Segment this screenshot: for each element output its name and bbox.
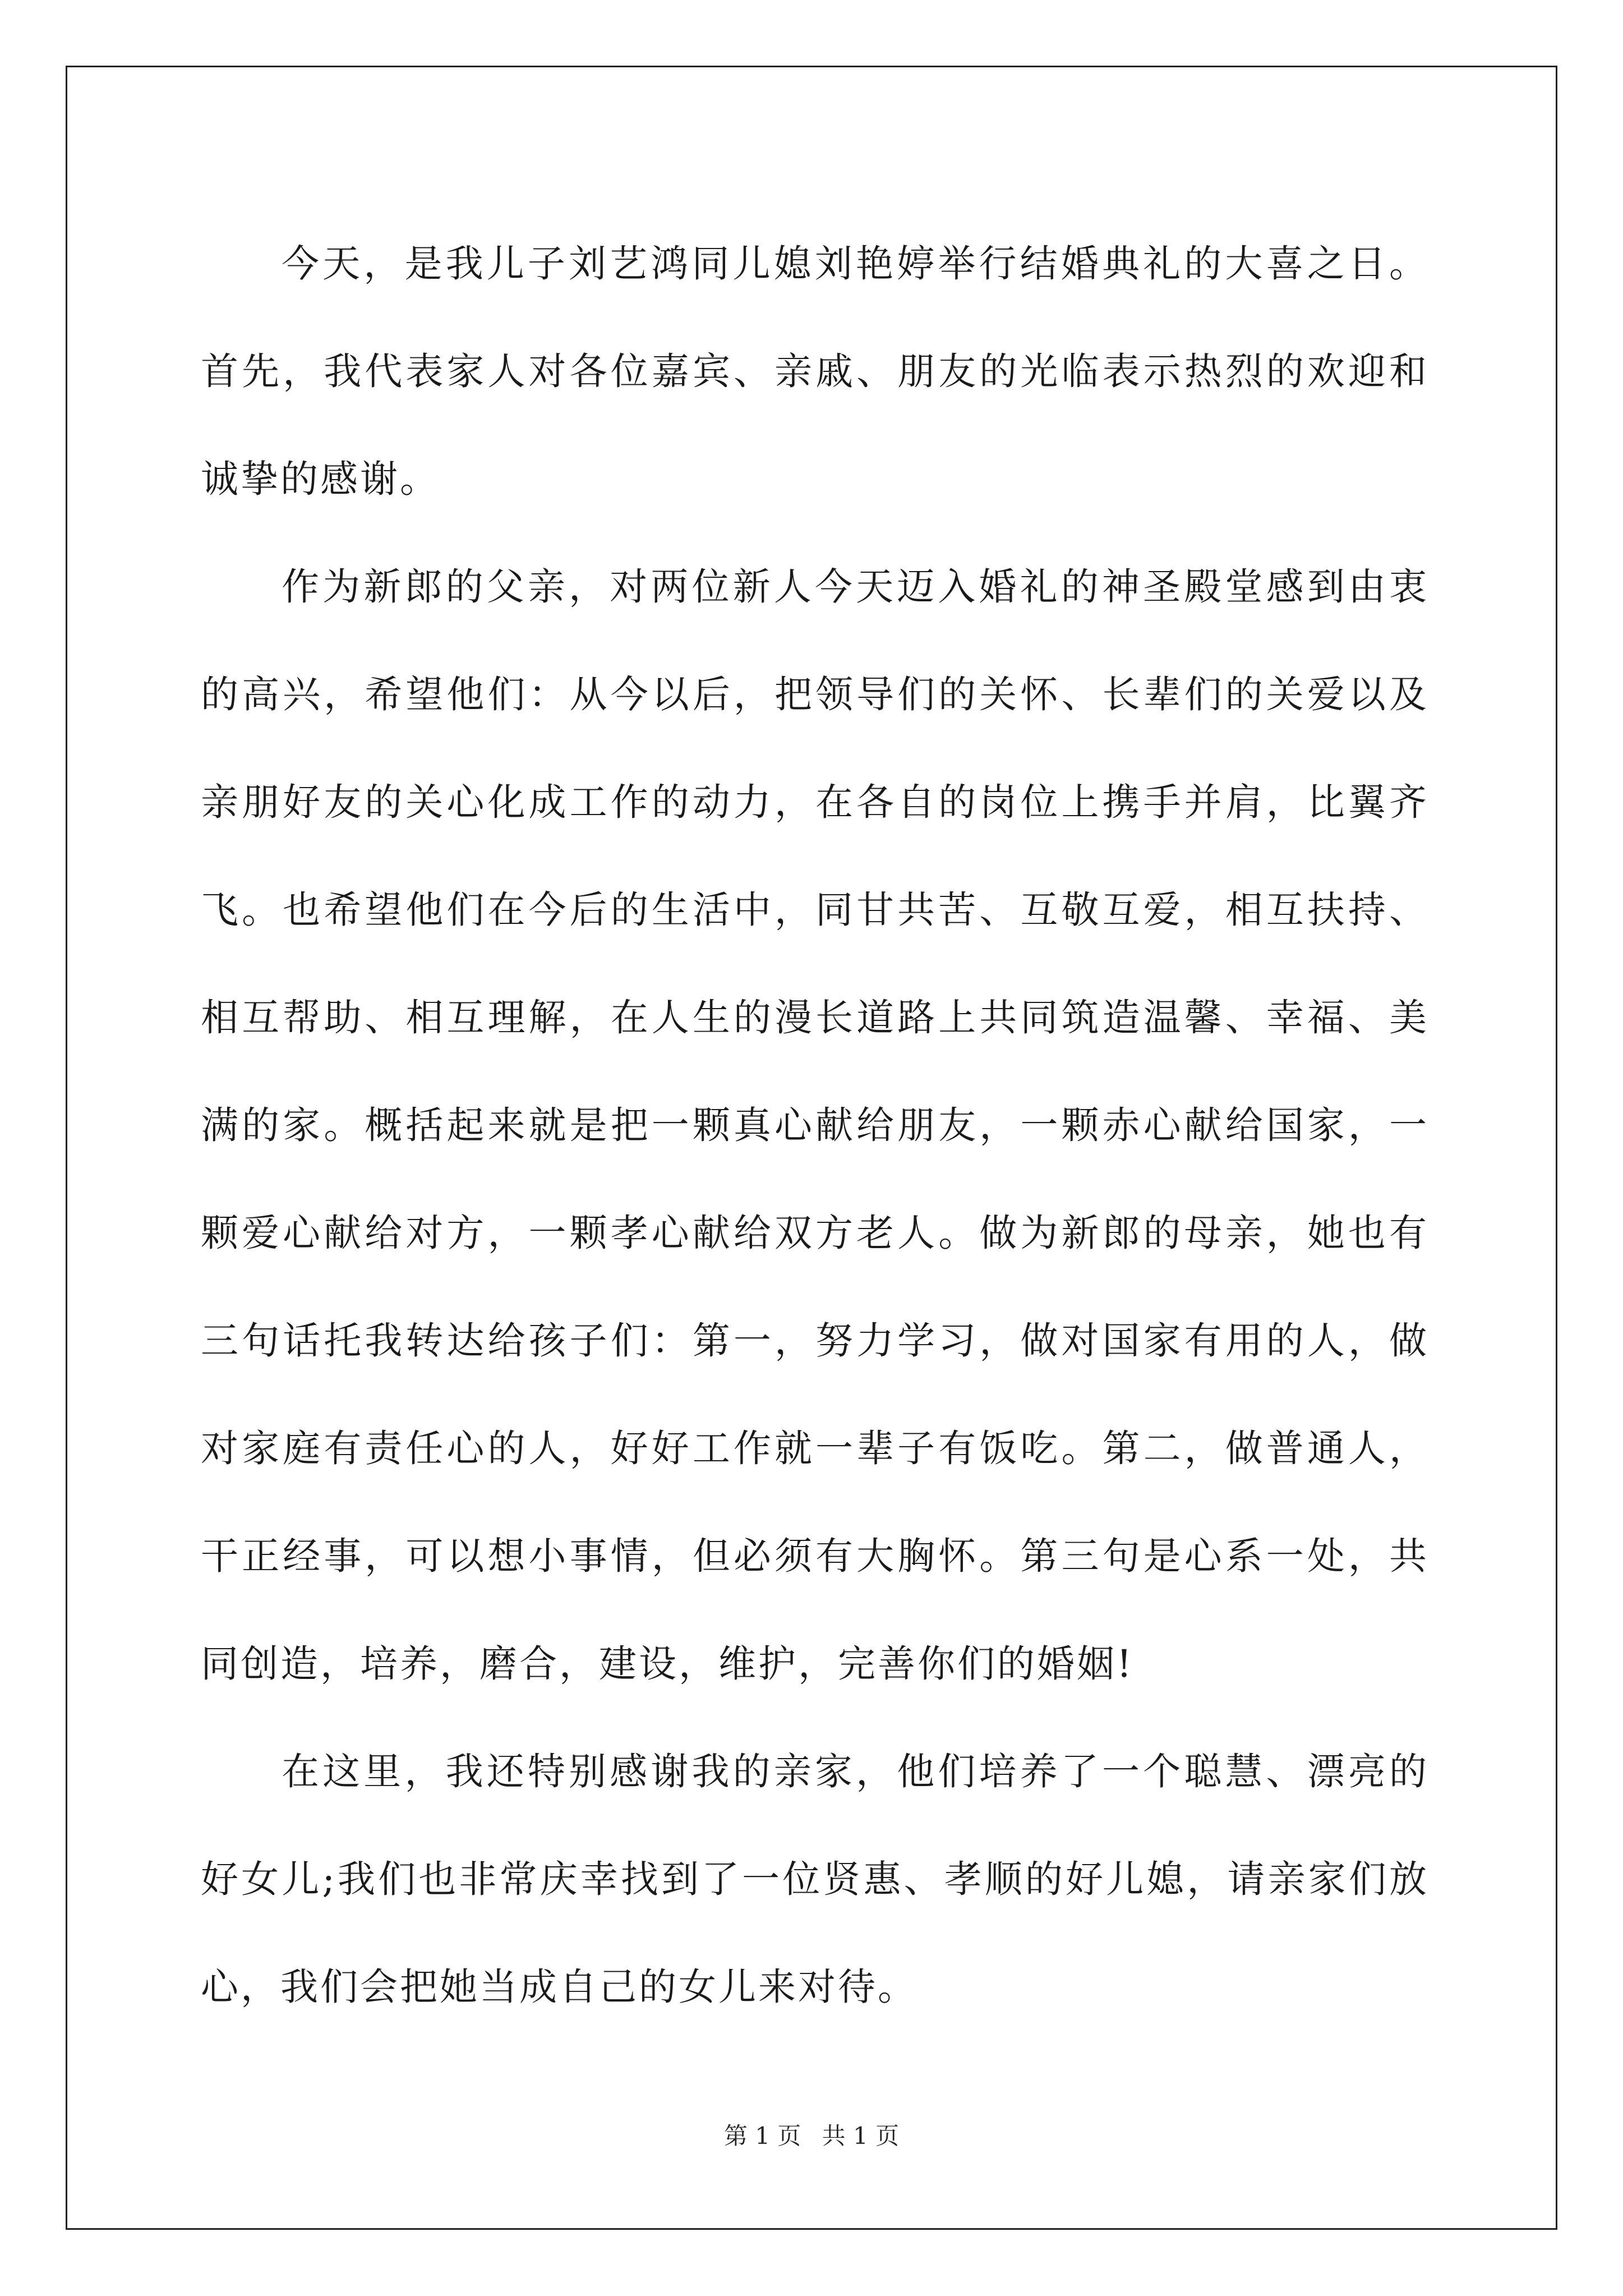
page-footer [0,2119,1623,2153]
page-number-total: 共 1 页 [822,2122,900,2150]
page-number-current: 第 1 页 [723,2122,801,2150]
paragraph-3: 在这里，我还特别感谢我的亲家，他们培养了一个聪慧、漂亮的好女儿;我们也非常庆幸找到了一位贤惠、孝顺的好儿媳，请亲家们放心，我们会把她当成自己的女儿来对待。 [201,1750,1429,2009]
paragraph-2: 作为新郎的父亲，对两位新人今天迈入婚礼的神圣殿堂感到由衷的高兴，希望他们：从今以后，把领导们的关怀、长辈们的关爱以及亲朋好友的关心化成工作的动力，在各自的岗位上携手并肩，比翼齐飞。也希望他们在今后的生活中，同甘共苦、互敬互爱，相互扶持、相互帮助、相互理解，在人生的漫长道路上共同筑造温馨、幸福、美满的家。概括起来就是把一颗真心献给朋友，一颗赤心献给国家，一颗爱心献给对方，一颗孝心献给双方老人。做为新郎的母亲，她也有三句话托我转达给孩子们：第一，努力学习，做对国家有用的人，做对家庭有责任心的人，好好工作就一辈子有饭吃。第二，做普通人，干正经事，可以想小事情，但必须有大胸怀。第三句是心系一处，共同创造，培养，磨合，建设，维护，完善你们的婚姻! [201,565,1429,1686]
document-body [201,210,1429,2041]
paragraph-1: 今天，是我儿子刘艺鸿同儿媳刘艳婷举行结婚典礼的大喜之日。首先，我代表家人对各位嘉宾、亲戚、朋友的光临表示热烈的欢迎和诚挚的感谢。 [201,242,1429,501]
